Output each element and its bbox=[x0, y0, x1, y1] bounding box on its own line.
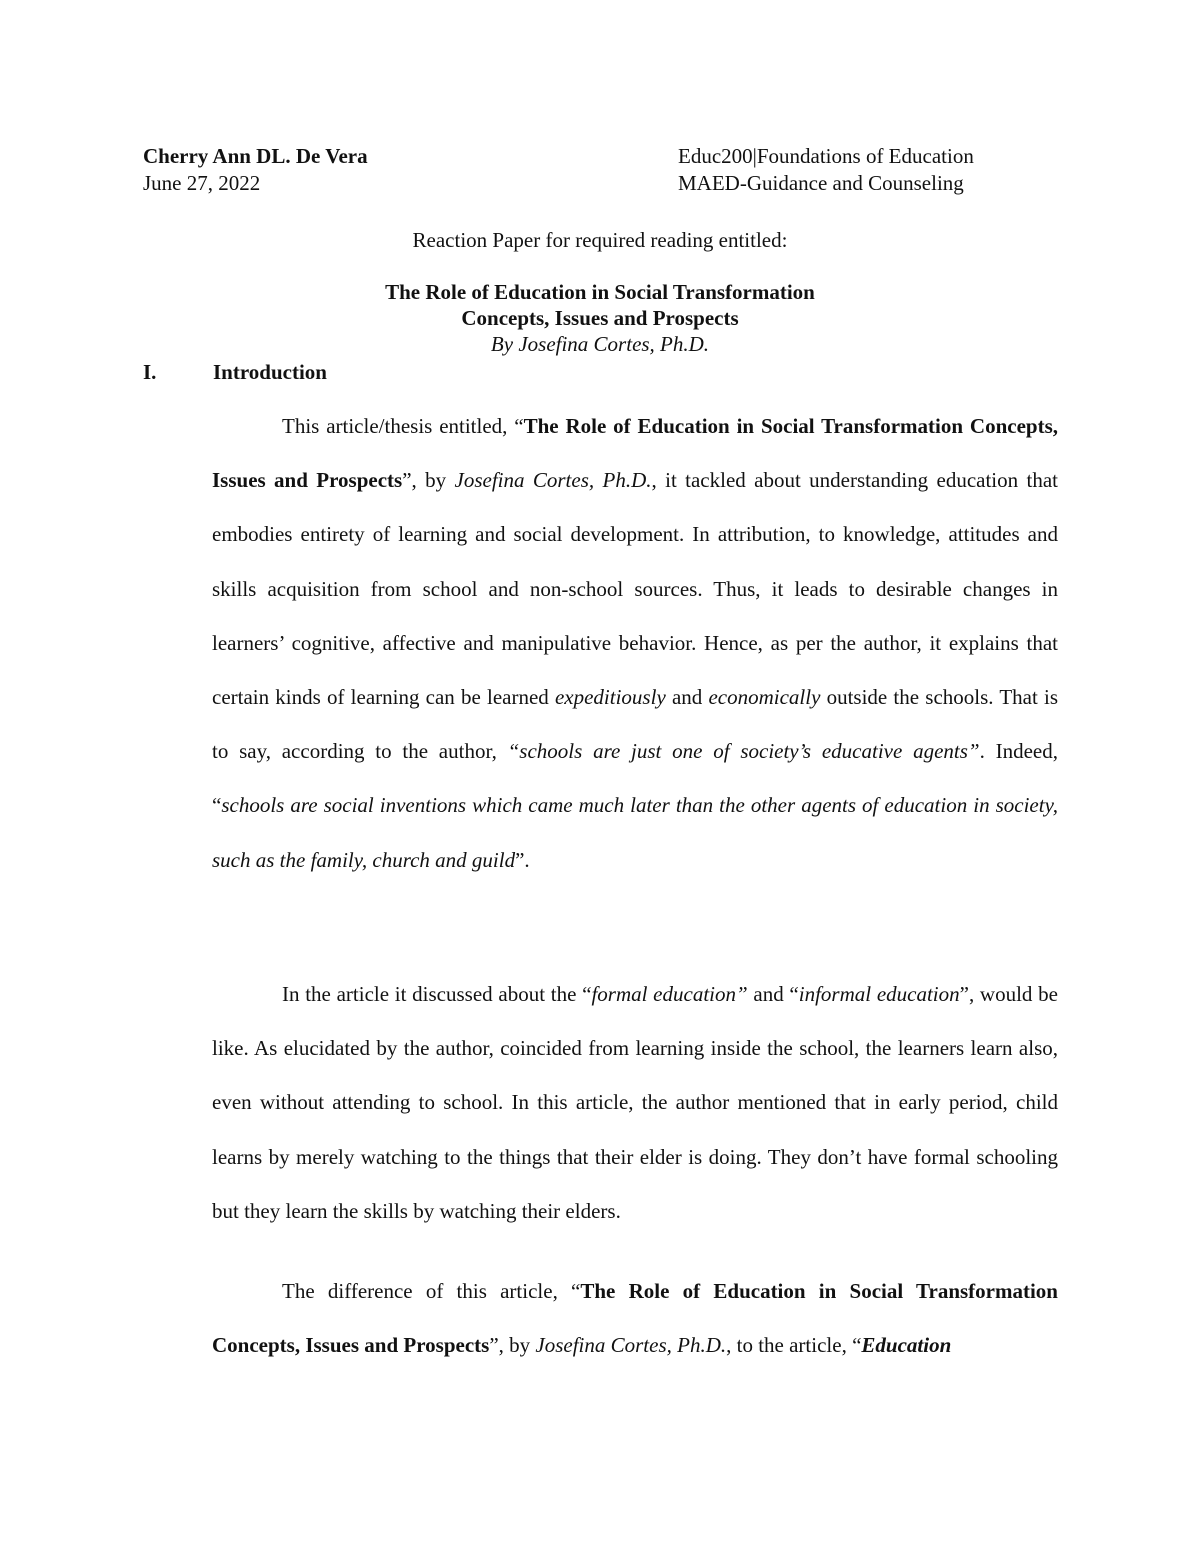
p1-italic-author: Josefina Cortes, Ph.D. bbox=[454, 468, 652, 493]
title-line-2: Concepts, Issues and Prospects bbox=[461, 306, 739, 330]
author-block bbox=[143, 143, 368, 197]
author-name: Cherry Ann DL. De Vera bbox=[143, 144, 368, 168]
intro-line: Reaction Paper for required reading entitled: bbox=[412, 228, 788, 252]
p1-text-2: ”, by bbox=[402, 468, 455, 493]
p3-text-1: The difference of this article, “ bbox=[282, 1279, 581, 1303]
title-line-1: The Role of Education in Social Transformation bbox=[385, 280, 815, 304]
p2-italic-formal: formal education” bbox=[591, 982, 748, 1006]
p1-bold-title: The Role of Education in Social Transformation Concepts, Issues and Prospects bbox=[212, 414, 1058, 493]
p3-bold-italic-education: Education bbox=[861, 1333, 952, 1358]
title-block bbox=[0, 279, 1200, 357]
byline: By Josefina Cortes, Ph.D. bbox=[490, 332, 710, 356]
p3-bold-title: The Role of Education in Social Transformation Concepts, Issues and Prospects bbox=[212, 1279, 1058, 1358]
p1-text-7: ”. bbox=[515, 847, 530, 872]
p3-text-3: , to the article, “ bbox=[726, 1333, 862, 1358]
p3-text-2: ”, by bbox=[489, 1333, 536, 1358]
paragraph-1 bbox=[212, 399, 1058, 887]
section-title: Introduction bbox=[213, 360, 327, 384]
p1-text-6: . Indeed, “ bbox=[212, 739, 1058, 818]
p1-italic-economically: economically bbox=[708, 685, 821, 710]
section-heading bbox=[143, 360, 327, 385]
p1-italic-quote-2: schools are social inventions which came much later than the other agents of education in society, such as the family, church and guild bbox=[212, 793, 1058, 872]
document-date: June 27, 2022 bbox=[143, 171, 261, 195]
p3-italic-author: Josefina Cortes, Ph.D. bbox=[535, 1333, 727, 1358]
p1-italic-quote-1: “schools are just one of society’s educative agents” bbox=[507, 739, 980, 764]
section-number: I. bbox=[143, 360, 157, 384]
p2-text-2: and “ bbox=[747, 982, 799, 1006]
course-name: Educ200|Foundations of Education bbox=[678, 144, 974, 168]
p1-text-5: outside the schools. That is to say, according to the author, bbox=[212, 685, 1058, 764]
paragraph-2 bbox=[212, 967, 1058, 1238]
p1-text-4: and bbox=[665, 685, 709, 710]
p1-text-3: , it tackled about understanding education that embodies entirety of learning and social development. In attribution, to knowledge, attitudes and skills acquisition from school and non-school sources. Thus, it leads to desirable changes in learners’ cognitive, affective and manipulative behavior. Hence, as per the author, it explains that certain kinds of learning can be learned bbox=[212, 468, 1058, 710]
p2-text-1: In the article it discussed about the “ bbox=[282, 982, 592, 1006]
p1-text-1: This article/thesis entitled, “ bbox=[282, 414, 524, 438]
paragraph-3 bbox=[212, 1264, 1058, 1372]
program-name: MAED-Guidance and Counseling bbox=[678, 171, 964, 195]
p1-italic-expeditiously: expeditiously bbox=[554, 685, 666, 710]
p2-italic-informal: informal education bbox=[798, 982, 960, 1006]
course-block bbox=[678, 143, 974, 197]
p2-text-3: ”, would be like. As elucidated by the author, coincided from learning inside the school, the learners learn also, even without attending to school. In this article, the author mentioned that in early period, child learns by merely watching to the things that their elder is doing. They don’t have formal schooling but they learn the skills by watching their elders. bbox=[212, 982, 1058, 1223]
